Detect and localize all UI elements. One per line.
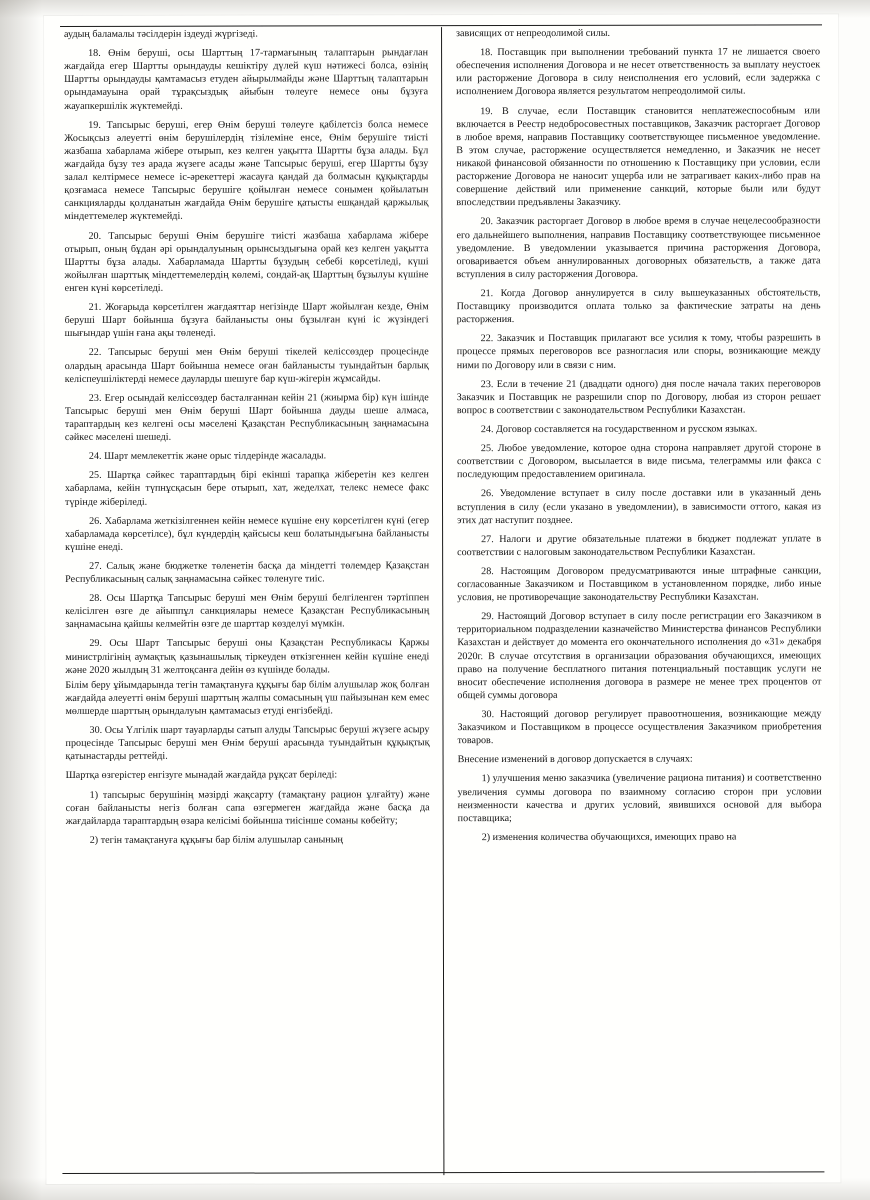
- paragraph: 1) тапсырыс берушінің мәзірді жақсарту (тамақтану рацион ұлғайту) және соған байланысты негіз болған сапа өзгермеген жағдайда және басқа да жағдайларда тараптардың өзара келісімі бойынша тиісінше соманы көбейту;: [65, 788, 430, 827]
- document-sheet: [44, 14, 840, 1184]
- paragraph: 28. Осы Шартқа Тапсырыс беруші мен Өнім беруші белгіленген тәртіппен келісілген өзге де айыппұл санкциялары немесе Қазақстан Республикасының заңнамасына қайшы келмейтін өзге де шарттар көзделуі мүмкін.: [65, 592, 430, 631]
- kazakh-text-column: [64, 27, 444, 1176]
- paragraph: 29. Осы Шарт Тапсырыс беруші оны Қазақстан Республикасы Қаржы министрлігінің аумақтық қазынашылық тіркеуден өткізгеннен кейін күшіне енеді және 2020 жылдың 31 желтоқсанға дейін өз күшінде болады.: [65, 637, 430, 676]
- paragraph: 2) тегін тамақтануға құқығы бар білім алушылар санының: [89, 834, 343, 846]
- paragraph: 2) изменения количества обучающихся, имеющих право на: [481, 831, 737, 843]
- paragraph: 30. Настоящий договор регулирует правоотношения, возникающие между Заказчиком и Поставщиком в процессе осуществления Заказчиком приобретения товаров.: [457, 708, 822, 747]
- paragraph: Шартқа өзгерістер енгізуге мынадай жағдайда рұқсат беріледі:: [65, 769, 338, 782]
- paragraph: 27. Салық және бюджетке төленетін басқа да міндетті төлемдер Қазақстан Республикасының салық заңнамасына сәйкес төленуге тиіс.: [65, 560, 430, 586]
- paragraph: 27. Налоги и другие обязательные платежи в бюджет подлежат уплате в соответствии с налоговым законодательством Республики Казахстан.: [457, 533, 822, 558]
- paragraph: 26. Уведомление вступает в силу после доставки или в указанный день вступления в силу (если указано в уведомлении), в зависимости оттого, какая из этих дат наступит позднее.: [457, 487, 822, 526]
- paragraph: аудың баламалы тәсілдерін іздеуді жүргізеді.: [64, 28, 258, 40]
- paragraph: 18. Поставщик при выполнении требований пункта 17 не лишается своего обеспечения исполнения Договора и не несет ответственность за выплату неустоек или расторжение Договора в силу неисполнения его условий, если задержка с исполнением Договора является результатом непреодолимой силы.: [456, 46, 821, 98]
- paragraph: 29. Настоящий Договор вступает в силу после регистрации его Заказчиком в территориальном подразделении казначейство Министерства финансов Республики Казахстан и действует до момента его окончательного исполнения до «31» декабря 2020г. В случае отсутствия в организации образования обучающихся, имеющих право на получение бесплатного питания потенциальный поставщик услуги не вносит обеспечение исполнения договора в размере не менее трех процентов от общей суммы договора: [457, 610, 822, 702]
- paragraph: 1) улучшения меню заказчика (увеличение рациона питания) и соответственно увеличения суммы договора по взаимному согласию сторон при условии неизменности качества и других условий, явившихся основой для выбора поставщика;: [457, 772, 822, 824]
- paragraph: 25. Шартқа сәйкес тараптардың бірі екінші тарапқа жіберетін кез келген хабарлама, кейін түпнұсқасын бере отырып, хат, жеделхат, телекс немесе факс түрінде жіберіледі.: [64, 469, 430, 508]
- paragraph: 24. Договор составляется на государственном и русском языках.: [480, 423, 758, 436]
- paragraph: 21. Жоғарыда көрсетілген жағдаяттар негізінде Шарт жойылған кезде, Өнім беруші Шарт бойынша бұзуға байланысты оны бұзылған күні іс жүзіндегі шығындар үшін ғана ақы төленеді.: [64, 301, 429, 340]
- paragraph: Внесение изменений в договор допускается в случаях:: [457, 754, 693, 766]
- paragraph: 23. Если в течение 21 (двадцати одного) дня после начала таких переговоров Заказчик и Поставщик не разрешили спор по Договору, любая из сторон решает вопрос в соответствии с законодательством Республики Казахстан.: [456, 377, 821, 416]
- paragraph: 19. В случае, если Поставщик становится неплатежеспособным или включается в Реестр недобросовестных поставщиков, Заказчик расторгает Договор в любое время, направив Поставщику соответствующее письменное уведомление. В этом случае, расторжение осуществляется немедленно, и Заказчик не несет никакой финансовой обязанности по отношению к Поставщику при условии, если расторжение Договора не наносит ущерба или не затрагивает каких-либо прав на совершение действий или применение санкций, которые были или будут впоследствии предъявлены Заказчику.: [456, 104, 821, 209]
- russian-text-column: [442, 26, 822, 1175]
- paragraph: 21. Когда Договор аннулируется в силу вышеуказанных обстоятельств, Поставщику производится оплата только за фактические затраты на день расторжения.: [456, 287, 821, 326]
- paragraph: 25. Любое уведомление, которое одна сторона направляет другой стороне в соответствии с Договором, высылается в виде письма, телеграммы или факса с последующим предоставлением оригинала.: [456, 442, 821, 481]
- paragraph: 20. Тапсырыс беруші Өнім берушіге тиісті жазбаша хабарлама жібере отырып, оның бұдан әрі орындалуының орынсыздығына орай кез келген уақытта Шартты бұза алады. Хабарламада Шартты бұзудың себебі көрсетіледі, күші жойылған шарттық міндеттемелердің көлемі, сондай-ақ Шарттың бұзылуы күшіне енген күні көрсетіледі.: [64, 229, 429, 294]
- paragraph: 18. Өнім беруші, осы Шарттың 17-тармағының талаптарын рындағлан жағдайда егер Шартты орындауды кешіктіру дүлей күш нәтижесі болса, өзінің Шартты орындауды қамтамасыз етуден айырылмайды және Шарттың талаптарын орындамауына орай тұрақсыздық айыбын төлеуге немесе оны бұзуға жауапкершілік жүктемейді.: [64, 47, 429, 112]
- paragraph: 26. Хабарлама жеткізілгеннен кейін немесе күшіне ену көрсетілген күні (егер хабарламада көрсетілсе), бұл күндердің қайсысы кеш болатындығына байланысты күшіне енеді.: [65, 514, 430, 553]
- paragraph: зависящих от непреодолимой силы.: [456, 27, 611, 40]
- paragraph: 23. Егер осындай келіссөздер басталғаннан кейін 21 (жиырма бір) күн ішінде Тапсырыс беруші мен Өнім беруші Шарт бойынша дауды шеше алмаса, тараптардың кез келгені осы мәселені Қазақстан Республикасының заңнамасына сәйкес мәселені шешеді.: [64, 391, 429, 444]
- paragraph: 19. Тапсырыс беруші, егер Өнім беруші төлеуге қабілетсіз болса немесе Жосықсыз әлеуетті өнім берушілердің тізілеміне енсе, Өнім берушіге тиісті жазбаша хабарлама жібере отырып, кез келген уақытта Шартты бұза алады. Бұл жағдайда бұзу тез арада жүзеге асады және Тапсырыс беруші, егер Шартты бұзу залал келтірмесе немесе іс-әрекеттері жасауға қандай да болмасын құқықтарды қозғамаса немесе Тапсырыс берушіге қойылған немесе сонымен қойылатын санкцияларды қолданатын жағдайда Өнім берушіге қатысты ешқандай қаржылық міндеттемелер жүктемейді.: [64, 118, 429, 223]
- paragraph: 24. Шарт мемлекеттік және орыс тілдерінде жасалады.: [88, 450, 327, 463]
- paragraph: 22. Тапсырыс беруші мен Өнім беруші тікелей келіссөздер процесінде олардың арасында Шарт бойынша немесе оған байланысты туындайтын барлық келіспеушіліктерді немесе дауларды шешуге бар күш-жігерін жұмсайды.: [64, 346, 429, 385]
- paragraph: 30. Осы Үлгілік шарт тауарларды сатып алуды Тапсырыс беруші жүзеге асыру процесінде Тапсырыс беруші мен Өнім беруші арасында туындайтын құқықтық қатынастарды реттейді.: [65, 724, 430, 763]
- scan-shadow-left: [0, 0, 42, 1200]
- paragraph: Білім беру ұйымдарында тегін тамақтануға құқығы бар білім алушылар жоқ болған жағдайда әлеуетті өнім беруші шарттың жалпы сомасының үш пайызынан кем емес мөлшерде шарттың орындалуын қамтамасыз етуді енгізбейді.: [65, 679, 430, 717]
- paragraph: 22. Заказчик и Поставщик прилагают все усилия к тому, чтобы разрешить в процессе прямых переговоров все разногласия или споры, возникающие между ними по Договору или в связи с ним.: [456, 332, 821, 371]
- paragraph: 28. Настоящим Договором предусматриваются иные штрафные санкции, согласованные Заказчиком и Поставщиком в установленном порядке, либо иные условия, не противоречащие законодательству Республики Казахстан.: [457, 565, 822, 604]
- two-column-layout: [64, 26, 822, 1176]
- paragraph: 20. Заказчик расторгает Договор в любое время в случае нецелесообразности его дальнейшего выполнения, направив Поставщику соответствующее письменное уведомление. В уведомлении указывается причина расторжения Договора, оговаривается объем аннулированных договорных обязательств, а также дата вступления в силу расторжения Договора.: [456, 215, 821, 280]
